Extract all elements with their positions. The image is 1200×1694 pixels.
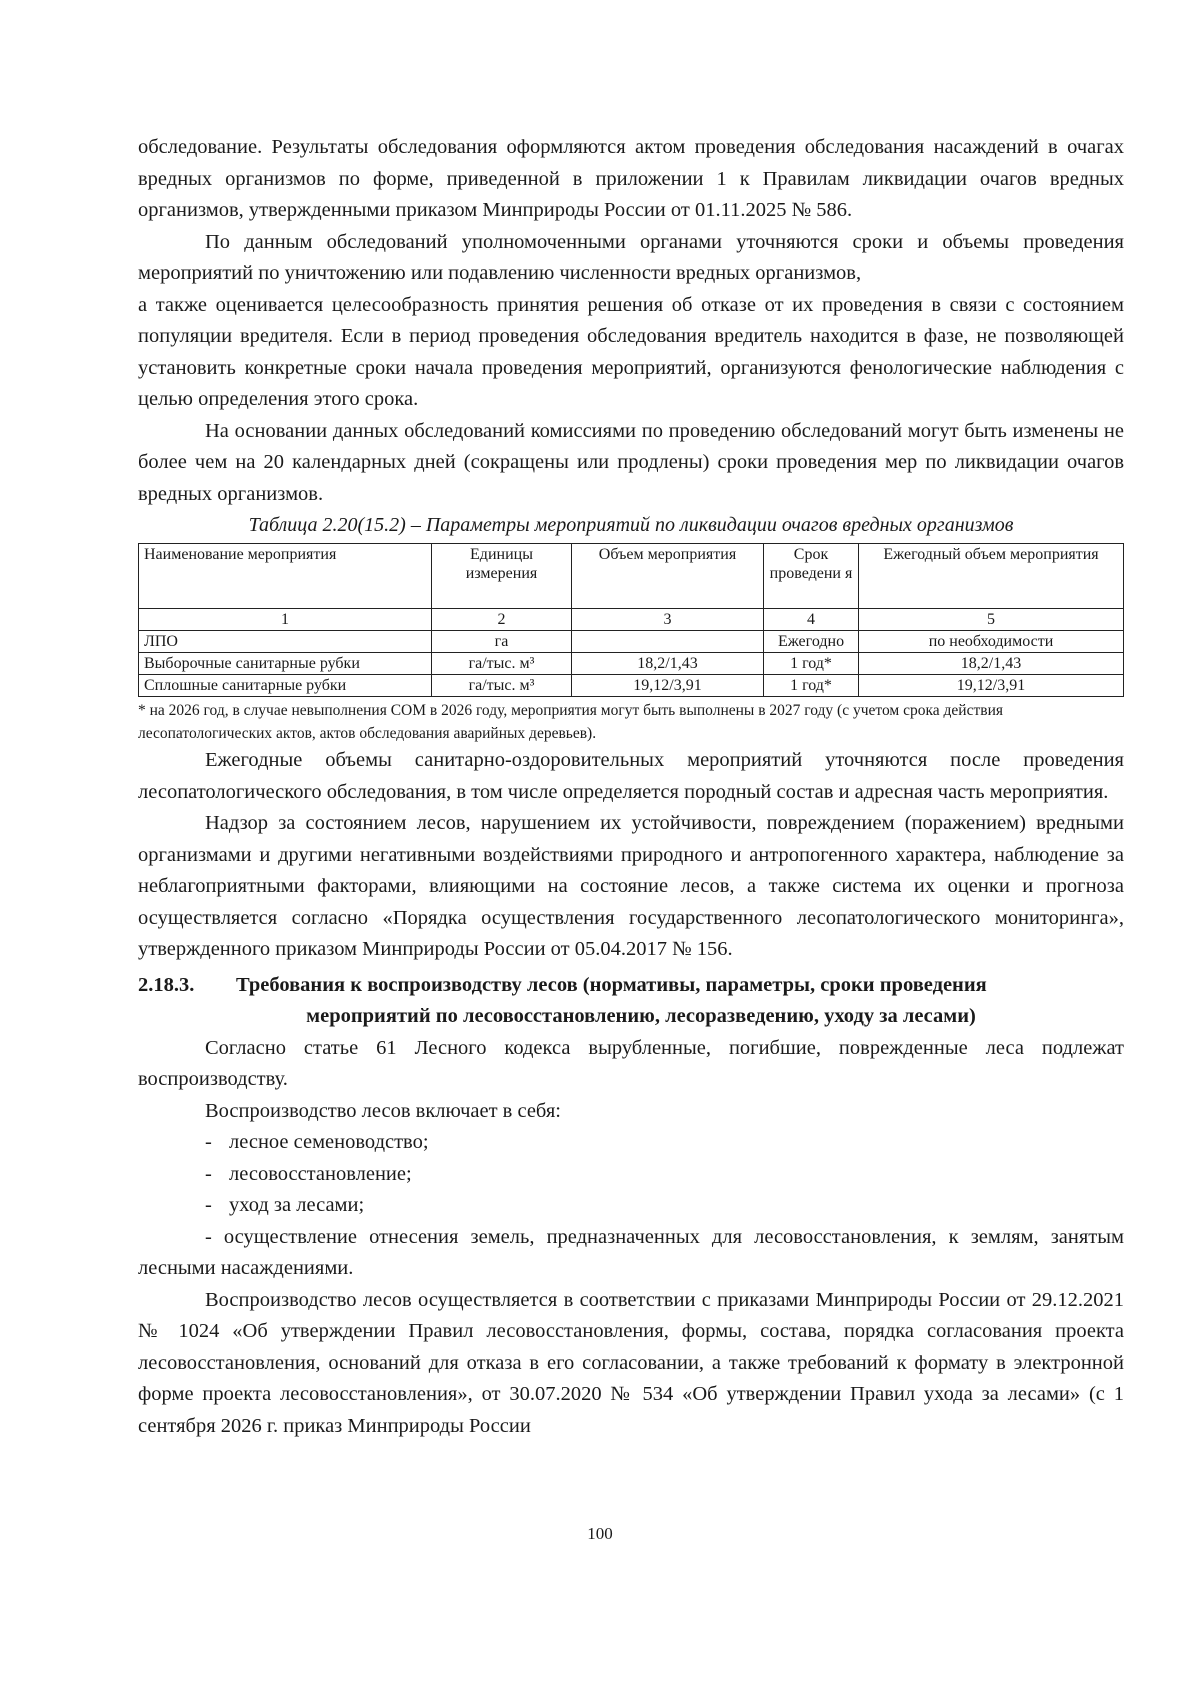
reproduction-list [138,1127,1124,1222]
table-cell: по необходимости [859,631,1124,653]
paragraph-2b: а также оценивается целесообразность принятия решения об отказе от их проведения в связи с состоянием популяции вредителя. Если в период проведения обследования вредитель находится в фазе, не позволяющей установить конкретные сроки начала проведения мероприятий, организуются фенологические наблюдения с целью определения этого срока. [138,293,1124,410]
paragraph-1: обследование. Результаты обследования оформляются актом проведения обследования насаждений в очагах вредных организмов по форме, приведенной в приложении 1 к Правилам ликвидации очагов вредных организмов, утвержденными приказом Минприроды России от 01.11.2025 № 586. [138,136,1124,221]
table-header-cell: Срок проведени я [764,544,859,609]
table-header-cell: Объем мероприятия [572,544,764,609]
table-column-numbers-row [139,609,1124,631]
table-caption: Таблица 2.20(15.2) – Параметры мероприятий по ликвидации очагов вредных организмов [248,514,1014,536]
list-item-last: - осуществление отнесения земель, предназначенных для лесовосстановления, к землям, занятым лесными насаждениями. [138,1225,1125,1279]
paragraph-2a: По данным обследований уполномоченными органами уточняются сроки и объемы проведения мероприятий по уничтожению или подавлению численности вредных организмов, [138,230,1124,284]
paragraph-3: На основании данных обследований комиссиями по проведению обследований могут быть изменены не более чем на 20 календарных дней (сокращены или продлены) сроки проведения мер по ликвидации очагов вредных организмов. [138,419,1124,505]
table-cell [572,631,764,653]
section-title-line2: мероприятий по лесовосстановлению, лесоразведению, уходу за лесами) [306,1005,976,1027]
table-cell: га [432,631,572,653]
section-number: 2.18.3. [138,973,195,996]
table-row [139,631,1124,653]
parameters-table [138,543,1124,697]
table-footnote: * на 2026 год, в случае невыполнения СОМ в 2026 году, мероприятия могут быть выполнены в 2027 году (с учетом срока действия лесопатологических актов, актов обследования аварийных деревьев). [138,702,1003,742]
table-cell: 18,2/1,43 [859,653,1124,675]
table-row [139,653,1124,675]
table-header-cell: Наименование мероприятия [139,544,432,609]
table-cell: 3 [572,609,764,631]
table-cell: 1 [139,609,432,631]
table-cell: 4 [764,609,859,631]
list-item: - уход за лесами; [205,1194,365,1216]
page-content [138,132,1124,1442]
paragraph-7: Воспроизводство лесов включает в себя: [205,1099,561,1122]
table-header-cell: Ежегодный объем мероприятия [859,544,1124,609]
table-cell: га/тыс. м³ [432,653,572,675]
table-header-cell: Единицы измерения [432,544,572,609]
paragraph-8: Воспроизводство лесов осуществляется в соответствии с приказами Минприроды России от 29.12.2021 № 1024 «Об утверждении Правил лесовосстановления, формы, состава, порядка согласования проекта лесовосстановления, оснований для отказа в его согласовании, а также требований к формату в электронной форме проекта лесовосстановления», от 30.07.2020 № 534 «Об утверждении Правил ухода за лесами» (с 1 сентября 2026 г. приказ Минприроды России [138,1288,1124,1437]
table-cell: 2 [432,609,572,631]
table-cell: Выборочные санитарные рубки [139,653,432,675]
section-heading [138,970,1124,1033]
table-cell: 1 год* [764,653,859,675]
table-cell: Сплошные санитарные рубки [139,675,432,697]
paragraph-5: Надзор за состоянием лесов, нарушением их устойчивости, повреждением (поражением) вредными организмами и другими негативными воздействиями природного и антропогенного характера, наблюдение за неблагоприятными факторами, влияющими на состояние лесов, а также система их оценки и прогноза осуществляется согласно «Порядка осуществления государственного лесопатологического мониторинга», утвержденного приказом Минприроды России от 05.04.2017 № 156. [138,812,1124,960]
table-header-row [139,544,1124,609]
table-row [139,675,1124,697]
table-cell: 19,12/3,91 [859,675,1124,697]
section-title-line1: Требования к воспроизводству лесов (нормативы, параметры, сроки проведения [236,973,987,996]
table-cell: Ежегодно [764,631,859,653]
page-number: 100 [587,1524,613,1543]
paragraph-6: Согласно статье 61 Лесного кодекса вырубленные, погибшие, поврежденные леса подлежат воспроизводству. [138,1036,1124,1090]
paragraph-4: Ежегодные объемы санитарно-оздоровительных мероприятий уточняются после проведения лесопатологического обследования, в том числе определяется породный состав и адресная часть мероприятия. [138,749,1124,803]
table-cell: ЛПО [139,631,432,653]
list-item: - лесное семеноводство; [205,1131,429,1153]
table-cell: га/тыс. м³ [432,675,572,697]
table-cell: 19,12/3,91 [572,675,764,697]
table-cell: 1 год* [764,675,859,697]
table-cell: 5 [859,609,1124,631]
table-cell: 18,2/1,43 [572,653,764,675]
list-item: - лесовосстановление; [205,1162,412,1185]
